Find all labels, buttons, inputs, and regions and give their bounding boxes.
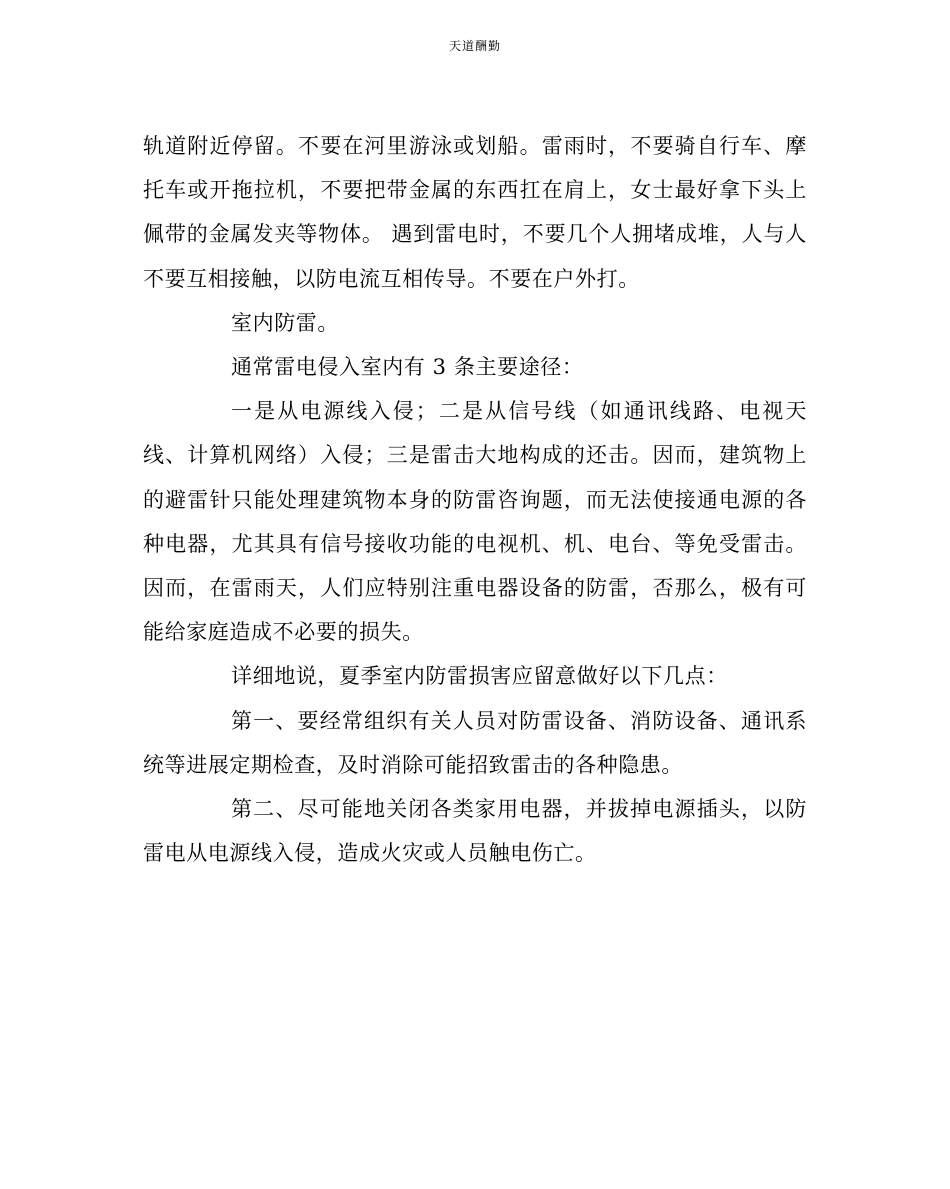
paragraph-heading-indoor: 室内防雷。 bbox=[231, 310, 339, 335]
document-body bbox=[143, 124, 807, 875]
paragraph-continued: 轨道附近停留。不要在河里游泳或划船。雷雨时，不要骑自行车、摩托车或开拖拉机，不要把带金属的东西扛在肩上，女士最好拿下头上佩带的金属发夹等物体。 遇到雷电时，不要几个人拥堵成堆，人与人不要互相接触，以防电流互相传导。不要在户外打。 bbox=[143, 134, 807, 291]
paragraph-tip-first: 第一、要经常组织有关人员对防雷设备、消防设备、通讯系统等进展定期检查，及时消除可能招致雷击的各种隐患。 bbox=[143, 708, 807, 777]
paragraph-tips-intro: 详细地说，夏季室内防雷损害应留意做好以下几点： bbox=[231, 664, 728, 689]
paragraph-tip-second: 第二、尽可能地关闭各类家用电器，并拔掉电源插头，以防雷电从电源线入侵，造成火灾或人员触电伤亡。 bbox=[143, 797, 807, 866]
paragraph-paths-detail: 一是从电源线入侵；二是从信号线（如通讯线路、电视天线、计算机网络）入侵；三是雷击大地构成的还击。因而，建筑物上的避雷针只能处理建筑物本身的防雷咨询题，而无法使接通电源的各种电器，尤其具有信号接收功能的电视机、机、电台、等免受雷击。因而，在雷雨天，人们应特别注重电器设备的防雷，否那么，极有可能给家庭造成不必要的损失。 bbox=[143, 399, 807, 645]
page-header: 天道酬勤 bbox=[448, 39, 501, 53]
paragraph-paths-intro: 通常雷电侵入室内有 3 条主要途径： bbox=[231, 355, 584, 380]
